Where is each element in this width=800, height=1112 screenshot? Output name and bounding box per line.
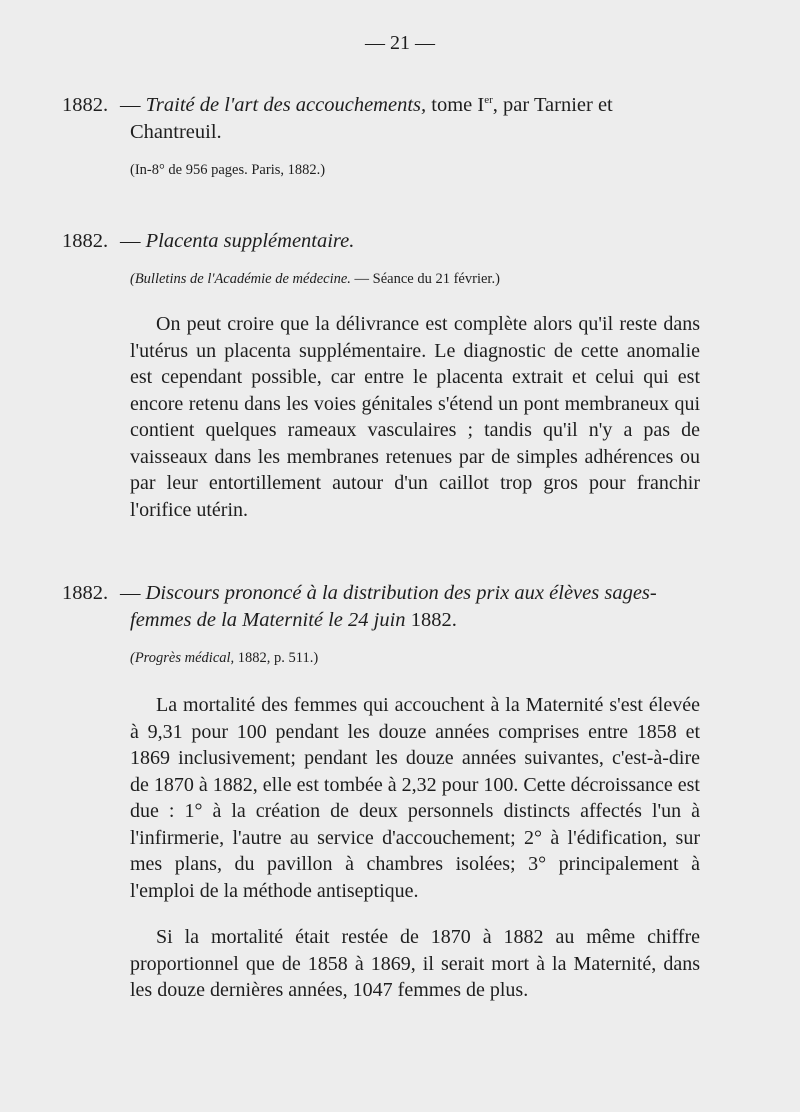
page-number: — 21 — bbox=[365, 32, 435, 54]
entry-paragraph: On peut croire que la délivrance est complète alors qu'il reste dans l'utérus un placenta supplémentaire. Le diagnostic de cette anomalie est cependant possible, car entre le placenta extrait et celui qui est encore retenu dans les voies génitales s'étend un pont membraneux qui contient quelques rameaux vasculaires ; tandis qu'il n'y a pas de vaisseaux dans les membranes retenues par de simples adhérences ou par leur entortillement autour d'un caillot trop gros pour franchir l'orifice utérin. bbox=[130, 313, 700, 521]
entry-source bbox=[130, 648, 700, 668]
entry-paragraph: Si la mortalité était restée de 1870 à 1882 au même chiffre proportionnel que de 1858 à 1869, il serait mort à la Maternité, dans les douze dernières années, 1047 femmes de plus. bbox=[130, 926, 700, 1001]
bibliography-entry bbox=[62, 228, 700, 523]
entry-source-journal: (Bulletins de l'Académie de médecine. bbox=[130, 271, 351, 287]
entry-title: Placenta supplémentaire. bbox=[145, 230, 355, 252]
entry-title-sup: er bbox=[484, 94, 493, 107]
bibliography-entry bbox=[62, 580, 700, 1004]
entry-dash: — bbox=[120, 230, 141, 252]
entry-title-end: 1882. bbox=[405, 609, 457, 631]
entry-dash: — bbox=[120, 94, 141, 116]
entry-source: (In-8° de 956 pages. Paris, 1882.) bbox=[130, 162, 326, 178]
bibliography-entry bbox=[62, 92, 700, 180]
entry-year: 1882. bbox=[62, 582, 109, 604]
entry-title: Traité de l'art des accouchements, bbox=[145, 94, 427, 116]
entry-paragraph: La mortalité des femmes qui accouchent à la Maternité s'est élevée à 9,31 pour 100 pendant les douze années comprises entre 1858 et 1869 inclusivement; pendant les douze années suivantes, c'est-à-dire de 1870 à 1882, elle est tombée à 2,32 pour 100. Cette décroissance est due : 1° à la création de deux personnels distincts affectés l'un à l'infirmerie, l'autre au service d'accouchement; 2° à l'édification, sur mes plans, du pavillon à chambres isolées; 3° principalement à l'emploi de la méthode antiseptique. bbox=[130, 694, 700, 902]
entry-year: 1882. bbox=[62, 230, 109, 252]
entry-dash: — bbox=[120, 582, 141, 604]
entry-year: 1882. bbox=[62, 94, 109, 116]
entry-title: Discours prononcé à la distribution des prix aux élèves sages-femmes de la Maternité le 24 juin bbox=[130, 582, 657, 631]
entry-source-details: 1882, p. 511.) bbox=[234, 650, 319, 666]
entry-heading bbox=[62, 580, 700, 634]
entry-source-journal: (Progrès médical, bbox=[130, 650, 235, 666]
entry-title-rest-b: , par Tarnier et Chantreuil. bbox=[130, 94, 613, 143]
entry-source bbox=[130, 269, 700, 289]
entry-source-details: — Séance du 21 février.) bbox=[350, 271, 500, 287]
entry-heading bbox=[62, 92, 700, 146]
entry-title-rest-a: tome I bbox=[426, 94, 485, 116]
entry-heading bbox=[62, 228, 700, 255]
